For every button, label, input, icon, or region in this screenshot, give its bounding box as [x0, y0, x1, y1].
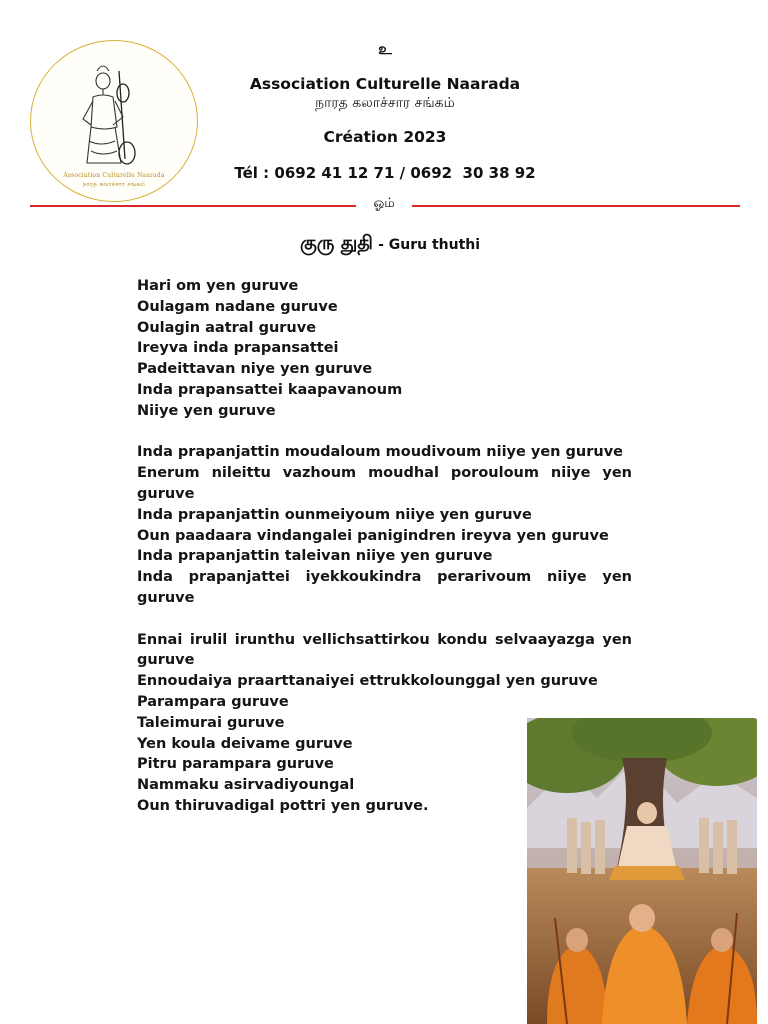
lyric-line: Nammaku asirvadiyoungal: [137, 777, 355, 794]
divider-right: [412, 205, 740, 207]
guru-painting: [527, 718, 757, 1024]
guru-painting-icon: [527, 718, 757, 1024]
lyric-line: Ireyva inda prapansattei: [137, 340, 339, 357]
lyric-line: Oun paadaara vindangalei panigindren ireyva yen guruve: [137, 527, 609, 544]
lyric-line: Inda prapanjattin taleivan niiye yen guruve: [137, 548, 493, 565]
pillaiyar-suzhi-symbol: உ: [378, 40, 392, 58]
lyric-line: Enerum nileittu vazhoum moudhal porouloum niiye yen guruve: [137, 465, 632, 502]
association-name: Association Culturelle Naarada: [249, 75, 521, 93]
lyric-line: Padeittavan niye yen guruve: [137, 361, 373, 378]
lyric-line: Ennoudaiya praarttanaiyei ettrukkolounggal yen guruve: [137, 673, 598, 690]
lyric-line: Inda prapansattei kaapavanoum: [137, 381, 403, 398]
lyric-line: Niiye yen guruve: [137, 402, 276, 419]
lyric-line: Oulagin aatral guruve: [137, 319, 317, 336]
lyric-line: Pitru parampara guruve: [137, 756, 334, 773]
hymn-title-tamil: குரு துதி: [299, 232, 373, 254]
logo-caption-latin: Association Culturelle Naarada: [63, 172, 165, 179]
lyric-line: Oulagam nadane guruve: [137, 298, 338, 315]
om-symbol: ஓம்: [373, 196, 395, 211]
hymn-title: [180, 232, 600, 257]
lyric-line: Inda prapanjattin ounmeiyoum niiye yen guruve: [137, 506, 532, 523]
lyric-line: Ennai irulil irunthu vellichsattirkou kondu selvaayazga yen guruve: [137, 631, 632, 669]
lyric-line: Yen koula deivame guruve: [137, 735, 353, 752]
stanza-1: [137, 276, 632, 422]
divider-left: [30, 205, 356, 207]
lyric-line: Inda prapanjattin moudaloum moudivoum niiye yen guruve: [137, 444, 624, 461]
lyric-line: Inda prapanjattei iyekkoukindra perarivoum niiye yen guruve: [137, 569, 632, 606]
creation-year: Création 2023: [323, 128, 447, 146]
lyric-line: Oun thiruvadigal pottri yen guruve.: [137, 797, 429, 814]
logo-caption-tamil: நாரத கலாச்சார சங்கம்: [82, 181, 146, 188]
lyric-line: Hari om yen guruve: [137, 278, 299, 294]
telephone-numbers: Tél : 0692 41 12 71 / 0692 30 38 92: [234, 164, 536, 182]
association-name-tamil: நாரத கலாச்சார சங்கம்: [315, 95, 455, 111]
stanza-2: [137, 442, 632, 608]
lyric-line: Parampara guruve: [137, 693, 289, 710]
hymn-title-english: - Guru thuthi: [378, 237, 481, 253]
lyric-line: Taleimurai guruve: [137, 714, 285, 731]
association-logo: [30, 40, 198, 202]
